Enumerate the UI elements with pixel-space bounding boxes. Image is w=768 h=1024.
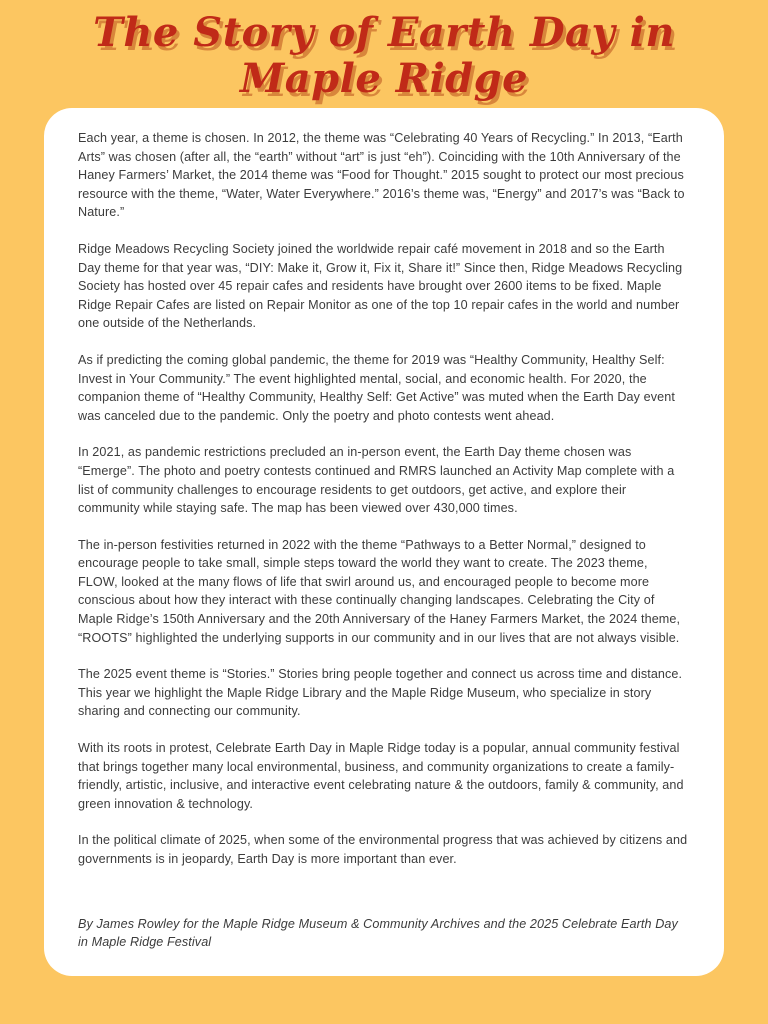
article-paragraph-2019-2020: As if predicting the coming global pandemic, the theme for 2019 was “Healthy Community, Healthy Self: Invest in Your Community.” The event highlighted mental, social, and economic health. For 2020, the companion theme of “Healthy Community, Healthy Self: Get Active” was muted when the Earth Day event was canceled due to the pandemic. Only the poetry and photo contests went ahead. xyxy=(78,352,675,423)
page-title-line-2: Maple Ridge xyxy=(239,55,529,102)
page-title-line-1: The Story of Earth Day in xyxy=(93,9,675,56)
article-paragraph-political-climate: In the political climate of 2025, when some of the environmental progress that was achieved by citizens and governments is in jeopardy, Earth Day is more important than ever. xyxy=(78,833,688,866)
article-paragraph-festival-today: With its roots in protest, Celebrate Earth Day in Maple Ridge today is a popular, annual community festival that brings together many local environmental, business, and community organizations to create a family-friendly, artistic, inclusive, and interactive event celebrating nature & the outdoors, family & community, and green innovation & technology. xyxy=(78,741,684,811)
article-paragraph-2021-emerge: In 2021, as pandemic restrictions precluded an in-person event, the Earth Day theme chosen was “Emerge”. The photo and poetry contests continued and RMRS launched an Activity Map complete with a list of community challenges to encourage residents to get outdoors, get active, and explore their community while staying safe. The map has been viewed over 430,000 times. xyxy=(78,445,675,516)
article-attribution: By James Rowley for the Maple Ridge Museum & Community Archives and the 2025 Celebrate Earth Day in Maple Ridge Festival xyxy=(78,916,678,950)
article-card xyxy=(44,108,724,976)
article-paragraph-2022-2024: The in-person festivities returned in 2022 with the theme “Pathways to a Better Normal,” designed to encourage people to take small, simple steps toward the world they want to create. The 2023 theme, FLOW, looked at the many flows of life that swirl around us, and encouraged people to become more conscious about how they interact with these continually changing landscapes. Celebrating the City of Maple Ridge’s 150th Anniversary and the 20th Anniversary of the Haney Farmers Market, the 2024 theme, “ROOTS” highlighted the underlying supports in our community and in our lives that are not always visible. xyxy=(78,537,681,645)
article-paragraph-2025-stories: The 2025 event theme is “Stories.” Stories bring people together and connect us across time and distance. This year we highlight the Maple Ridge Library and the Maple Ridge Museum, who specialize in story sharing and connecting our community. xyxy=(78,667,683,719)
article-paragraph-themes-2012-2017: Each year, a theme is chosen. In 2012, the theme was “Celebrating 40 Years of Recycling.” In 2013, “Earth Arts” was chosen (after all, the “earth” without “art” is just “eh”). Coinciding with the 10th Anniversary of the Haney Farmers’ Market, the 2014 theme was “Food for Thought.” 2015 sought to protect our most precious resource with the theme, “Water, Water Everywhere.” 2016’s theme was, “Energy” and 2017’s was “Back to Nature.” xyxy=(78,131,685,220)
article-paragraph-repair-cafe-2018: Ridge Meadows Recycling Society joined the worldwide repair café movement in 2018 and so the Earth Day theme for that year was, “DIY: Make it, Grow it, Fix it, Share it!” Since then, Ridge Meadows Recycling Society has hosted over 45 repair cafes and residents have brought over 2600 items to be fixed. Maple Ridge Repair Cafes are listed on Repair Monitor as one of the top 10 repair cafes in the world and number one outside of the Netherlands. xyxy=(78,241,683,331)
page-title xyxy=(0,0,768,102)
